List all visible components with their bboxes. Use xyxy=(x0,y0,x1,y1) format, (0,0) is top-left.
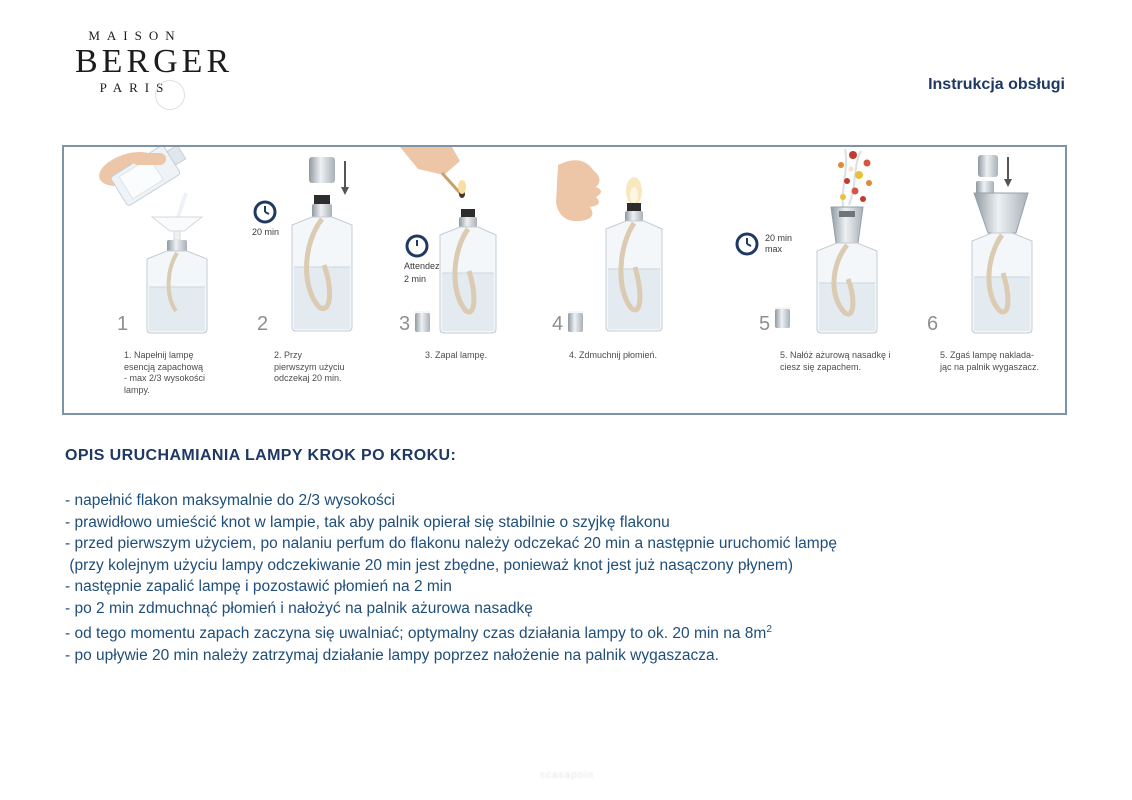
timer-label-line1: 20 min xyxy=(765,232,793,243)
step-6 xyxy=(916,147,1064,413)
step-caption: 2. Przy pierwszym użyciu odczekaj 20 min. xyxy=(274,350,345,384)
step-number: 1 xyxy=(117,313,129,335)
step-2 xyxy=(242,147,387,413)
cap-icon xyxy=(415,311,430,332)
match-icon xyxy=(442,173,460,193)
face-icon xyxy=(556,160,601,221)
instruction-line-6: - po 2 min zdmuchnąć płomień i nałożyć na palnik ażurowa nasadkę xyxy=(65,599,533,617)
instruction-line-5: - następnie zapalić lampę i pozostawić płomień na 2 min xyxy=(65,578,452,595)
arrow-down-icon xyxy=(341,161,349,195)
hand-icon xyxy=(400,147,460,175)
timer-20min xyxy=(252,199,279,238)
description-heading: OPIS URUCHAMIANIA LAMPY KROK PO KROKU: xyxy=(65,447,457,464)
instruction-line-4: (przy kolejnym użyciu lampy odczekiwanie 20 min jest zbędne, ponieważ knot jest już nasączony płynem) xyxy=(65,556,793,574)
step-3 xyxy=(382,147,542,413)
timer-label-line2: max xyxy=(765,244,783,254)
step-number: 3 xyxy=(399,313,411,335)
timer-20min-max xyxy=(734,231,792,257)
step-caption: 5. Zgaś lampę naklada- jąc na palnik wygaszacz. xyxy=(940,350,1040,372)
cap-icon xyxy=(568,311,583,332)
petals-icon xyxy=(838,149,872,207)
instruction-line-1: - napełnić flakon maksymalnie do 2/3 wysokości xyxy=(65,492,395,509)
superscript-2: 2 xyxy=(766,624,772,635)
clock-icon xyxy=(252,199,278,225)
page-title: Instrukcja obsługi xyxy=(928,76,1065,93)
liquid-stream xyxy=(178,193,186,217)
timer-label-line2: 2 min xyxy=(404,274,427,285)
step-1-illustration-pouring xyxy=(90,147,255,347)
cap-icon xyxy=(775,307,790,328)
instruction-line-2: - prawidłowo umieścić knot w lampie, tak aby palnik opierał się stabilnie o szyjkę flakonu xyxy=(65,513,670,531)
step-caption: 1. Napełnij lampę esencją zapachową - max 2/3 wysokości lampy. xyxy=(124,350,206,396)
instruction-line-7-text: - od tego momentu zapach zaczyna się uwalniać; optymalny czas działania lampy to ok. 20 min na 8m xyxy=(65,625,767,643)
steps-panel xyxy=(62,145,1067,415)
instruction-line-8: - po upływie 20 min należy zatrzymaj działanie lampy poprzez nałożenie na palnik wygaszacza. xyxy=(65,646,719,664)
step-caption: 4. Zdmuchnij płomień. xyxy=(569,350,658,360)
timer-label-line1: Attendez xyxy=(404,261,440,271)
step-number: 4 xyxy=(552,313,564,335)
step-number: 2 xyxy=(257,313,269,335)
logo-emblem-icon xyxy=(155,80,185,110)
instruction-line-3: - przed pierwszym użyciem, po nalaniu perfum do flakonu należy odczekać 20 min a następnie uruchomić lampę xyxy=(65,535,837,552)
cap-icon xyxy=(309,157,335,183)
step-4 xyxy=(542,147,717,413)
logo-maison-text: MAISON xyxy=(88,28,182,43)
step-1 xyxy=(72,147,242,413)
logo-berger-text: BERGER xyxy=(75,43,234,80)
timer-label: 20 min xyxy=(252,227,280,237)
funnel-icon xyxy=(152,217,202,231)
step-caption: 5. Nałóż ażurową nasadkę i ciesz się zapachem. xyxy=(780,350,891,372)
watermark: scasapoin xyxy=(540,770,595,781)
instruction-line-7 xyxy=(65,619,1065,645)
clock-icon xyxy=(734,231,760,257)
flame-icon xyxy=(458,180,466,194)
step-caption: 3. Zapal lampę. xyxy=(425,350,488,360)
timer-2min xyxy=(404,233,440,286)
instruction-list xyxy=(65,490,1065,666)
step-6-illustration-snuffer xyxy=(916,147,1076,347)
step-5 xyxy=(732,147,914,413)
arrow-down-icon xyxy=(1004,157,1012,187)
logo-paris-text: PARIS xyxy=(99,79,171,95)
snuffer-cap-icon xyxy=(978,155,998,177)
step-number: 6 xyxy=(927,313,939,335)
step-number: 5 xyxy=(759,313,771,335)
clock-icon xyxy=(404,233,430,259)
cone-top-icon xyxy=(974,193,1028,233)
fingers-icon xyxy=(132,153,166,165)
